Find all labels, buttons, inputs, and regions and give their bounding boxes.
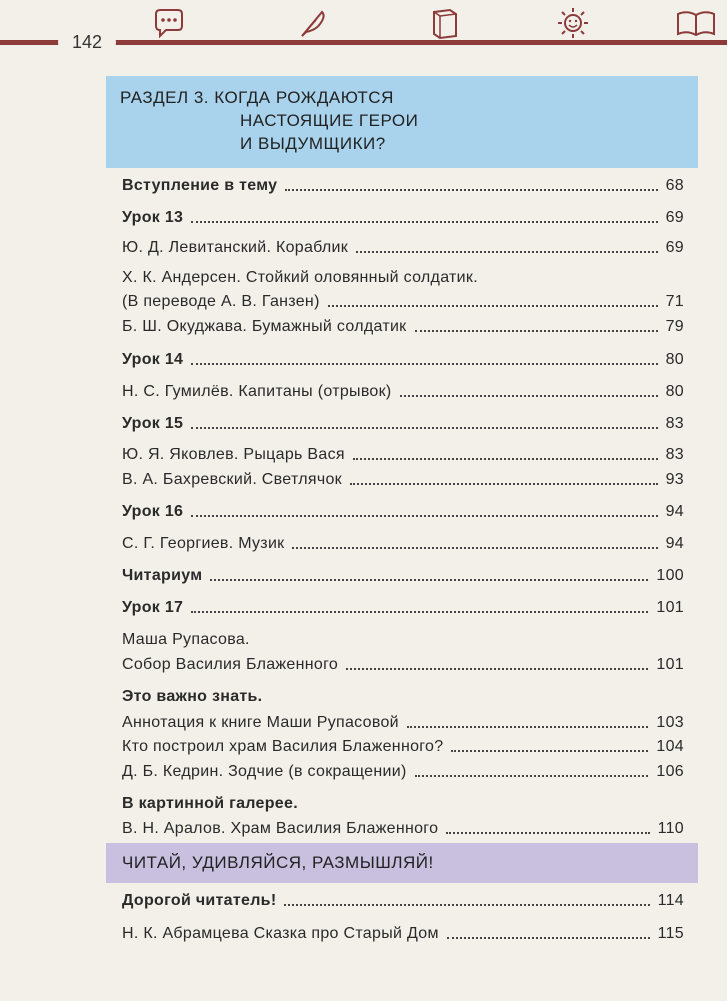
toc-entry-title: Н. С. Гумилёв. Капитаны (отрывок) [122, 383, 392, 400]
dot-leader [356, 251, 657, 253]
toc-entry-page: 104 [656, 738, 684, 755]
toc-entry[interactable] [122, 498, 684, 522]
dot-leader [191, 221, 657, 223]
toc-entry-line: Х. К. Андерсен. Стойкий оловянный солдатик. [122, 269, 478, 286]
toc-entry[interactable] [122, 441, 684, 465]
toc-entry-page: 100 [656, 567, 684, 584]
toc-entry-page: 80 [665, 383, 684, 400]
toc-entry[interactable] [122, 466, 684, 490]
toc-entry[interactable] [122, 651, 684, 675]
toc-entry-title: Урок 15 [122, 415, 184, 432]
section-title-line: НАСТОЯЩИЕ ГЕРОИ [240, 111, 419, 130]
toc-entry[interactable] [122, 594, 684, 618]
dot-leader [285, 189, 657, 191]
page-number: 142 [58, 27, 116, 57]
toc-entry-title: Дорогой читатель! [122, 892, 277, 909]
toc-entry-title: (В переводе А. В. Ганзен) [122, 293, 320, 310]
dot-leader [191, 363, 657, 365]
toc-entry-page: 94 [665, 535, 684, 552]
toc-entry-title: В. А. Бахревский. Светлячок [122, 471, 342, 488]
dot-leader [292, 547, 657, 549]
toc-entry-page: 103 [656, 714, 684, 731]
toc-entry-title: Собор Василия Блаженного [122, 656, 339, 673]
toc-entry-page: 71 [665, 293, 684, 310]
toc-entry-title: Урок 16 [122, 503, 184, 520]
toc-entry-title: Б. Ш. Окуджава. Бумажный солдатик [122, 318, 407, 335]
dot-leader [400, 395, 658, 397]
dot-leader [350, 483, 658, 485]
toc-entry-page: 69 [665, 209, 684, 226]
toc-entry-title: Читариум [122, 567, 203, 584]
toc-entry-title: С. Г. Георгиев. Музик [122, 535, 285, 552]
toc-entry-title: Урок 13 [122, 209, 184, 226]
toc-entry-line: Маша Рупасова. [122, 631, 250, 648]
dot-leader [284, 904, 649, 906]
toc-entry[interactable] [122, 709, 684, 733]
toc-entry[interactable] [122, 815, 684, 839]
dot-leader [446, 832, 649, 834]
feather-icon [296, 6, 330, 40]
toc-entry-page: 80 [665, 351, 684, 368]
toc-entry[interactable] [122, 288, 684, 312]
toc-entry-page: 101 [656, 656, 684, 673]
dot-leader [353, 458, 658, 460]
toc-entry[interactable] [122, 234, 684, 258]
dot-leader [407, 726, 649, 728]
toc-entry-title: Кто построил храм Василия Блаженного? [122, 738, 444, 755]
toc-entry-page: 101 [656, 599, 684, 616]
dot-leader [346, 668, 648, 670]
toc-entry-title: Вступление в тему [122, 177, 278, 194]
toc-entry[interactable] [122, 887, 684, 911]
toc-entry-page: 106 [656, 763, 684, 780]
dot-leader [210, 579, 648, 581]
toc-entry[interactable] [122, 410, 684, 434]
section-title-line: РАЗДЕЛ 3. КОГДА РОЖДАЮТСЯ [120, 88, 394, 107]
toc-entry-title: В. Н. Аралов. Храм Василия Блаженного [122, 820, 439, 837]
toc-entry-title: Урок 17 [122, 599, 184, 616]
toc-entry[interactable] [122, 346, 684, 370]
open-book-icon [676, 6, 716, 40]
dot-leader [328, 305, 658, 307]
toc-entry[interactable] [122, 758, 684, 782]
toc-entry-page: 110 [657, 820, 684, 837]
toc-entry-title: Аннотация к книге Маши Рупасовой [122, 714, 399, 731]
toc-entry[interactable] [122, 204, 684, 228]
toc-entry[interactable] [122, 733, 684, 757]
toc-entry-page: 115 [657, 925, 684, 942]
toc-entry-title: Ю. Я. Яковлев. Рыцарь Вася [122, 446, 345, 463]
toc-entry[interactable] [122, 378, 684, 402]
section-title: ЧИТАЙ, УДИВЛЯЙСЯ, РАЗМЫШЛЯЙ! [122, 853, 434, 872]
dot-leader [191, 611, 648, 613]
toc-entry-page: 83 [665, 446, 684, 463]
dot-leader [191, 515, 657, 517]
toc-subheading: Это важно знать. [122, 688, 263, 705]
toc-entry[interactable] [122, 313, 684, 337]
toc-entry-title: Ю. Д. Левитанский. Кораблик [122, 239, 349, 256]
toc-entry-page: 114 [657, 892, 684, 909]
toc-entry-page: 69 [665, 239, 684, 256]
book-icon [428, 6, 462, 40]
section-title [120, 86, 560, 155]
toc-entry-page: 94 [665, 503, 684, 520]
toc-entry[interactable] [122, 562, 684, 586]
toc-entry-title: Д. Б. Кедрин. Зодчие (в сокращении) [122, 763, 407, 780]
speech-bubble-icon [152, 6, 186, 40]
toc-entry[interactable] [122, 172, 684, 196]
toc-entry-page: 93 [665, 471, 684, 488]
dot-leader [415, 330, 658, 332]
toc-entry-page: 83 [665, 415, 684, 432]
sun-icon [556, 6, 590, 40]
toc-entry[interactable] [122, 920, 684, 944]
toc-entry[interactable] [122, 530, 684, 554]
toc-subheading: В картинной галерее. [122, 795, 298, 812]
toc-entry-title: Урок 14 [122, 351, 184, 368]
section-title-line: И ВЫДУМЩИКИ? [240, 134, 386, 153]
toc-entry-page: 68 [665, 177, 684, 194]
dot-leader [451, 750, 648, 752]
toc-entry-page: 79 [665, 318, 684, 335]
toc-entry-title: Н. К. Абрамцева Сказка про Старый Дом [122, 925, 439, 942]
dot-leader [447, 937, 650, 939]
dot-leader [191, 427, 657, 429]
dot-leader [415, 775, 649, 777]
